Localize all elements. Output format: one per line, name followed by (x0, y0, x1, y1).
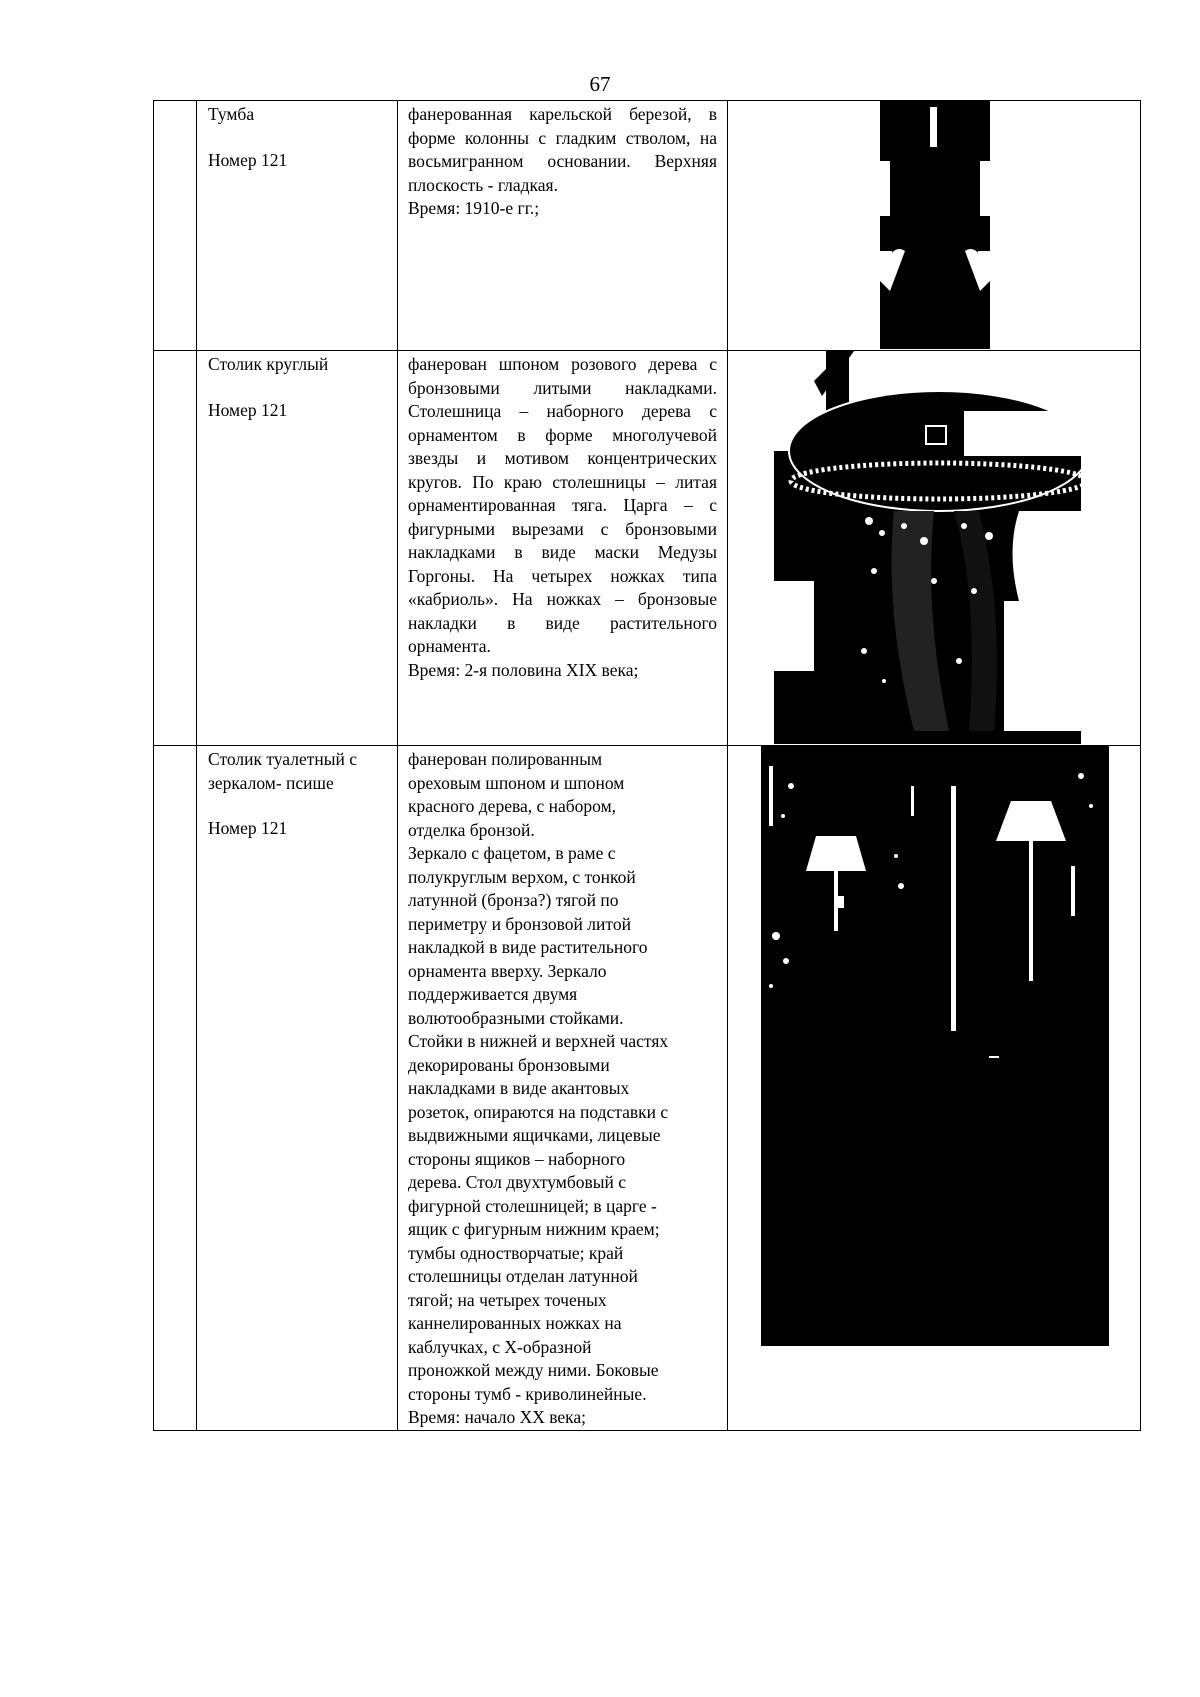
dressing-table-photo (761, 746, 1109, 1346)
item-description: фанерован полированным ореховым шпоном и шпоном красного дерева, с набором, отделка бронзой. Зеркало с фацетом, в раме с полукруглым верхом, с тонкой латунной (бронза?) тягой по периметру и бронзовой литой накладкой в виде растительного орнамента вверху. Зеркало поддерживается двумя волютообразными стойками. Стойки в нижней и верхней частях декорированы бронзовыми накладками в виде акантовых розеток, опираются на подставки с выдвижными ящичками, лицевые стороны ящиков – наборного дерева. Стол двухтумбовый с фигурной столешницей; в царге - ящик с фигурным нижним краем; тумбы одностворчатые; край столешницы отделан латунной тягой; на четырех точеных каннелированных ножках на каблучках, с Х-образной проножкой между ними. Боковые стороны тумб - криволинейные. (408, 749, 669, 1404)
pedestal-photo-icon (880, 101, 990, 349)
item-description-cell (398, 746, 728, 1431)
item-description: фанерован шпоном розового дерева с бронзовыми литыми накладками. Столешница – наборного дерева с орнаментом в форме многолучевой звезды и мотивом концентрических кругов. По краю столешницы – литая орнаментированная тяга. Царга – с фигурными вырезами с бронзовыми накладками в виде маски Медузы Горгоны. На четырех ножках типа «кабриоль». На ножках – бронзовые накладки в виде растительного орнамента. (408, 354, 717, 656)
item-description-cell (398, 351, 728, 746)
item-name: Тумба (208, 104, 255, 124)
item-number: Номер 121 (208, 149, 288, 170)
item-name-cell (197, 101, 398, 351)
item-photo-cell (728, 351, 1141, 746)
round-table-photo (774, 351, 1081, 744)
empty-cell (154, 746, 197, 1431)
item-description: фанерованная карельской березой, в форме колонны с гладким стволом, на восьмигранном основании. Верхняя плоскость - гладкая. (408, 104, 717, 195)
pedestal-photo (880, 101, 990, 349)
empty-cell (154, 101, 197, 351)
furniture-table (153, 100, 1141, 1431)
empty-cell (154, 351, 197, 746)
table-row (154, 351, 1141, 746)
page-number: 67 (589, 72, 611, 96)
item-description-cell (398, 101, 728, 351)
item-number: Номер 121 (208, 818, 288, 838)
table-row (154, 746, 1141, 1431)
round-table-photo-icon (774, 351, 1081, 744)
item-time: Время: начало XX века; (408, 1407, 587, 1427)
item-name: Столик туалетный с зеркалом- псише (208, 749, 357, 793)
item-photo-cell (728, 746, 1141, 1431)
item-number: Номер 121 (208, 399, 288, 420)
item-photo-cell (728, 101, 1141, 351)
item-time: Время: 1910-е гг.; (408, 198, 540, 218)
item-name: Столик круглый (208, 354, 329, 374)
table-row (154, 101, 1141, 351)
item-name-cell (197, 351, 398, 746)
item-name-cell (197, 746, 398, 1431)
dressing-table-photo-icon (761, 746, 1109, 1346)
item-time: Время: 2-я половина XIX века; (408, 659, 639, 680)
